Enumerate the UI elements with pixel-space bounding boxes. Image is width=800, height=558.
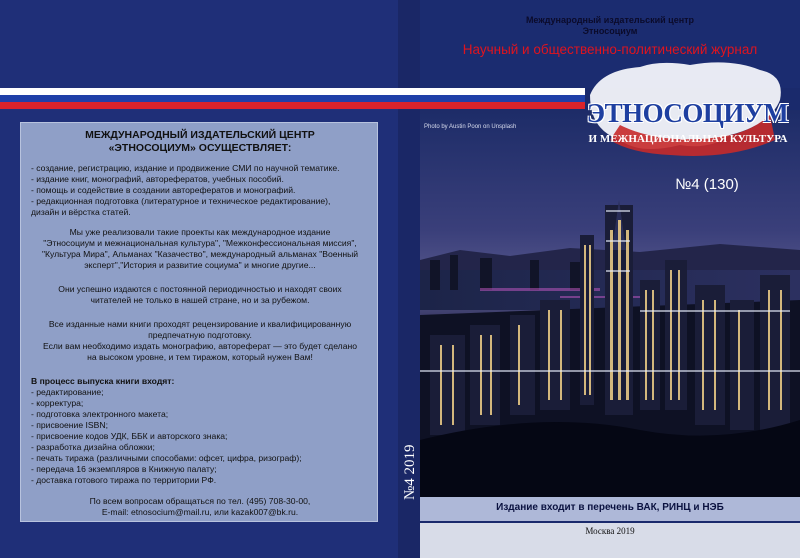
- projects-line: Мы уже реализовали такие проекты как международное издание: [69, 227, 331, 237]
- process-item: - присвоение кодов УДК, ББК и авторского знака;: [31, 431, 228, 441]
- offer-line: Если вам необходимо издать монографию, автореферат — это будет сделано: [42, 341, 358, 351]
- flag-stripe-red: [398, 102, 420, 109]
- flag-stripe-white: [398, 88, 420, 95]
- city-night-photo: [420, 110, 800, 510]
- process-item: - корректура;: [31, 398, 84, 408]
- services-info-box: [20, 122, 378, 522]
- process-item: - печать тиража (различными способами: офсет, цифра, ризограф);: [31, 453, 302, 463]
- process-item: - присвоение ISBN;: [31, 420, 108, 430]
- services-line: - создание, регистрацию, издание и продвижение СМИ по научной тематике.: [31, 163, 340, 173]
- services-line: - помощь и содействие в создании авторефератов и монографий.: [31, 185, 296, 195]
- offer-line: на высоком уровне, и тем тиражом, который нужен Вам!: [87, 352, 313, 362]
- publisher-line-2: Этносоциум: [582, 26, 638, 36]
- process-item: - редактирование;: [31, 387, 104, 397]
- flag-stripe-white: [0, 88, 398, 95]
- review-line: Все изданные нами книги проходят рецензирование и квалифицированную: [48, 319, 352, 329]
- process-item: - разработка дизайна обложки;: [31, 442, 155, 452]
- projects-line: "Этносоциум и межнациональная культура", "Межконфессиональная миссия",: [43, 238, 357, 248]
- spine-issue-year: №4 2019: [402, 444, 418, 500]
- periodic-line: читателей не только в нашей стране, но и за рубежом.: [90, 295, 310, 305]
- logo-subtitle: И МЕЖНАЦИОНАЛЬНАЯ КУЛЬТУРА: [588, 133, 788, 145]
- services-line: - редакционная подготовка (литературное и техническое редактирование),: [31, 196, 331, 206]
- contact-phone: По всем вопросам обращаться по тел. (495) 708-30-00,: [89, 496, 311, 506]
- services-heading-1: МЕЖДУНАРОДНЫЙ ИЗДАТЕЛЬСКИЙ ЦЕНТР: [85, 129, 315, 141]
- city-year: Москва 2019: [585, 526, 635, 536]
- flag-stripe-red: [420, 102, 585, 109]
- flag-stripe-red: [0, 102, 398, 109]
- review-line: предпечатную подготовку.: [148, 330, 252, 340]
- flag-stripe-blue: [420, 95, 585, 102]
- process-heading: В процесс выпуска книги входят:: [31, 376, 175, 386]
- issue-number: №4 (130): [675, 176, 739, 193]
- flag-stripe-blue: [0, 95, 398, 102]
- process-item: - подготовка электронного макета;: [31, 409, 169, 419]
- journal-subtitle: Научный и общественно-политический журнал: [462, 42, 758, 57]
- projects-line: эксперт","История и развитие социума" и многие другие...: [84, 260, 316, 270]
- city-year-strip: [420, 523, 800, 558]
- periodic-line: Они успешно издаются с постоянной периодичностью и находят своих: [58, 284, 342, 294]
- flag-stripe-blue: [398, 95, 420, 102]
- process-item: - доставка готового тиража по территории РФ.: [31, 475, 217, 485]
- index-note: Издание входит в перечень ВАК, РИНЦ и НЭБ: [496, 502, 724, 513]
- services-line: дизайн и вёрстка статей.: [31, 207, 131, 217]
- projects-line: "Культура Мира", Альманах "Казачество", международный альманах "Военный: [41, 249, 359, 259]
- publisher-line-1: Международный издательский центр: [525, 15, 695, 25]
- back-cover: [0, 0, 398, 558]
- index-note-bar: [420, 497, 800, 521]
- process-item: - передача 16 экземпляров в Книжную палату;: [31, 464, 217, 474]
- services-line: - издание книг, монографий, авторефератов, учебных пособий.: [31, 174, 284, 184]
- services-heading-2: «ЭТНОСОЦИУМ» ОСУЩЕСТВЛЯЕТ:: [108, 142, 292, 154]
- flag-stripe-white: [420, 88, 585, 95]
- contact-email: E-mail: etnosocium@mail.ru, или kazak007@bk.ru.: [101, 507, 299, 517]
- photo-credit: Photo by Austin Poon on Unsplash: [424, 124, 517, 130]
- logo-title: ЭТНОСОЦИУМ: [586, 98, 789, 128]
